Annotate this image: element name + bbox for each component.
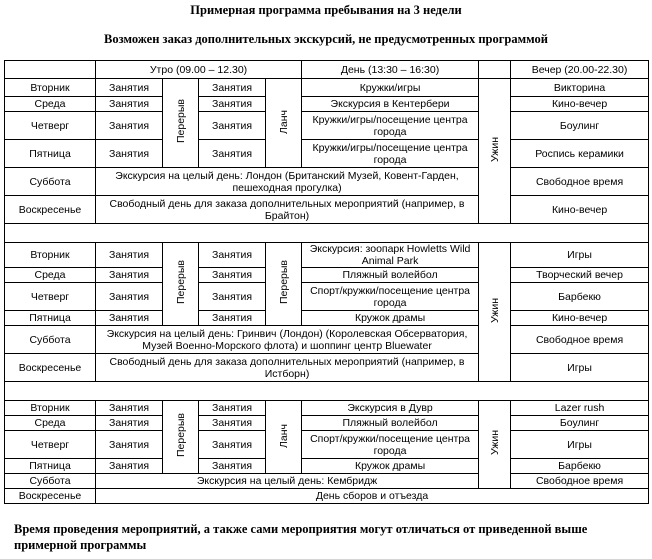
header-day-cell [5,61,96,79]
evening-activity: Боулинг [511,416,649,431]
morning-class-2: Занятия [199,97,266,112]
afternoon-activity: Кружки/игры/посещение центра города [302,112,479,140]
afternoon-activity: Экскурсия в Кентербери [302,97,479,112]
table-row [5,112,649,140]
day-label: Воскресенье [5,354,96,382]
table-row [5,243,649,268]
header-dinner-cell [479,61,511,79]
morning-class-1: Занятия [96,112,163,140]
lunch-cell [266,79,302,168]
table-row [5,311,649,326]
morning-class-2: Занятия [199,112,266,140]
evening-activity: Барбекю [511,459,649,474]
table-row [5,268,649,283]
afternoon-activity: Спорт/кружки/посещение центра города [302,283,479,311]
morning-class-2: Занятия [199,79,266,97]
break-label: Перерыв [174,99,187,144]
day-label: Вторник [5,401,96,416]
header-morning: Утро (09.00 – 12.30) [96,61,302,79]
midday-break-cell [266,243,302,326]
day-label: Среда [5,416,96,431]
day-label: Пятница [5,311,96,326]
morning-class-1: Занятия [96,140,163,168]
morning-class-2: Занятия [199,459,266,474]
evening-activity: Свободное время [511,326,649,354]
dinner-label: Ужин [488,136,501,162]
schedule-table [4,60,649,504]
table-row [5,489,649,504]
day-label: Пятница [5,140,96,168]
break-label: Перерыв [174,413,187,458]
morning-class-1: Занятия [96,416,163,431]
break-cell [163,401,199,474]
morning-class-1: Занятия [96,459,163,474]
afternoon-activity: Кружки/игры/посещение центра города [302,140,479,168]
afternoon-activity: Экскурсия в Дувр [302,401,479,416]
evening-activity: Викторина [511,79,649,97]
evening-activity: Свободное время [511,474,649,489]
page-subtitle: Возможен заказ дополнительных экскурсий, не предусмотренных программой [104,32,548,46]
day-label: Четверг [5,283,96,311]
table-row [5,140,649,168]
full-day-activity: Свободный день для заказа дополнительных мероприятий (например, в Брайтон) [96,196,479,224]
week-separator [5,382,649,401]
day-label: Пятница [5,459,96,474]
dinner-label: Ужин [488,430,501,456]
table-row [5,474,649,489]
dinner-cell [479,401,511,489]
morning-class-1: Занятия [96,311,163,326]
morning-class-1: Занятия [96,431,163,459]
morning-class-2: Занятия [199,268,266,283]
week-separator [5,224,649,243]
evening-activity: Игры [511,354,649,382]
midday-break-label: Перерыв [277,260,290,305]
evening-activity: Lazer rush [511,401,649,416]
evening-activity: Кино-вечер [511,196,649,224]
morning-class-1: Занятия [96,79,163,97]
full-day-activity: Экскурсия на целый день: Гринвич (Лондон) (Королевская Обсерватория, Музей Военно-Морского флота) и шоппинг центр Bluewater [96,326,479,354]
day-label: Суббота [5,474,96,489]
dinner-cell [479,243,511,382]
table-row [5,401,649,416]
day-label: Вторник [5,243,96,268]
afternoon-activity: Кружок драмы [302,311,479,326]
lunch-label: Ланч [277,109,290,134]
morning-class-1: Занятия [96,243,163,268]
day-label: Среда [5,268,96,283]
lunch-cell [266,401,302,474]
table-row [5,283,649,311]
afternoon-activity: Кружки/игры [302,79,479,97]
evening-activity: Свободное время [511,168,649,196]
break-cell [163,243,199,326]
evening-activity: Творческий вечер [511,268,649,283]
lunch-label: Ланч [277,423,290,448]
evening-activity: Игры [511,243,649,268]
morning-class-2: Занятия [199,243,266,268]
dinner-label: Ужин [488,297,501,323]
table-row [5,416,649,431]
afternoon-activity: Пляжный волейбол [302,268,479,283]
table-row [5,431,649,459]
full-day-activity: Экскурсия на целый день: Кембридж [96,474,479,489]
morning-class-2: Занятия [199,283,266,311]
header-day: День (13:30 – 16:30) [302,61,479,79]
day-label: Воскресенье [5,196,96,224]
evening-activity: Барбекю [511,283,649,311]
evening-activity: Кино-вечер [511,311,649,326]
table-row [5,459,649,474]
morning-class-2: Занятия [199,311,266,326]
morning-class-1: Занятия [96,401,163,416]
afternoon-activity: Пляжный волейбол [302,416,479,431]
table-row [5,79,649,97]
header-evening: Вечер (20.00-22.30) [511,61,649,79]
separator-cell [5,224,649,243]
morning-class-2: Занятия [199,401,266,416]
morning-class-1: Занятия [96,283,163,311]
morning-class-1: Занятия [96,97,163,112]
day-label: Воскресенье [5,489,96,504]
afternoon-activity: Экскурсия: зоопарк Howletts Wild Animal Park [302,243,479,268]
day-label: Среда [5,97,96,112]
break-cell [163,79,199,168]
evening-activity: Роспись керамики [511,140,649,168]
header-row [5,61,649,79]
full-day-activity: Свободный день для заказа дополнительных мероприятий (например, в Истборн) [96,354,479,382]
day-label: Суббота [5,326,96,354]
evening-activity: Игры [511,431,649,459]
table-row [5,196,649,224]
full-day-activity: Экскурсия на целый день: Лондон (Британский Музей, Ковент-Гарден, пешеходная прогулка) [96,168,479,196]
day-label: Четверг [5,431,96,459]
day-label: Четверг [5,112,96,140]
disclaimer-note: Время проведения мероприятий, а также сами мероприятия могут отличаться от приведенной выше примерной программы [14,522,588,552]
morning-class-2: Занятия [199,416,266,431]
table-row [5,97,649,112]
morning-class-1: Занятия [96,268,163,283]
morning-class-2: Занятия [199,140,266,168]
separator-cell [5,382,649,401]
day-label: Суббота [5,168,96,196]
full-day-activity: День сборов и отъезда [96,489,649,504]
afternoon-activity: Спорт/кружки/посещение центра города [302,431,479,459]
morning-class-2: Занятия [199,431,266,459]
afternoon-activity: Кружок драмы [302,459,479,474]
page-title: Примерная программа пребывания на 3 недели [190,3,462,17]
table-row [5,354,649,382]
table-row [5,168,649,196]
dinner-cell [479,79,511,224]
evening-activity: Кино-вечер [511,97,649,112]
table-row [5,326,649,354]
break-label: Перерыв [174,260,187,305]
evening-activity: Боулинг [511,112,649,140]
day-label: Вторник [5,79,96,97]
